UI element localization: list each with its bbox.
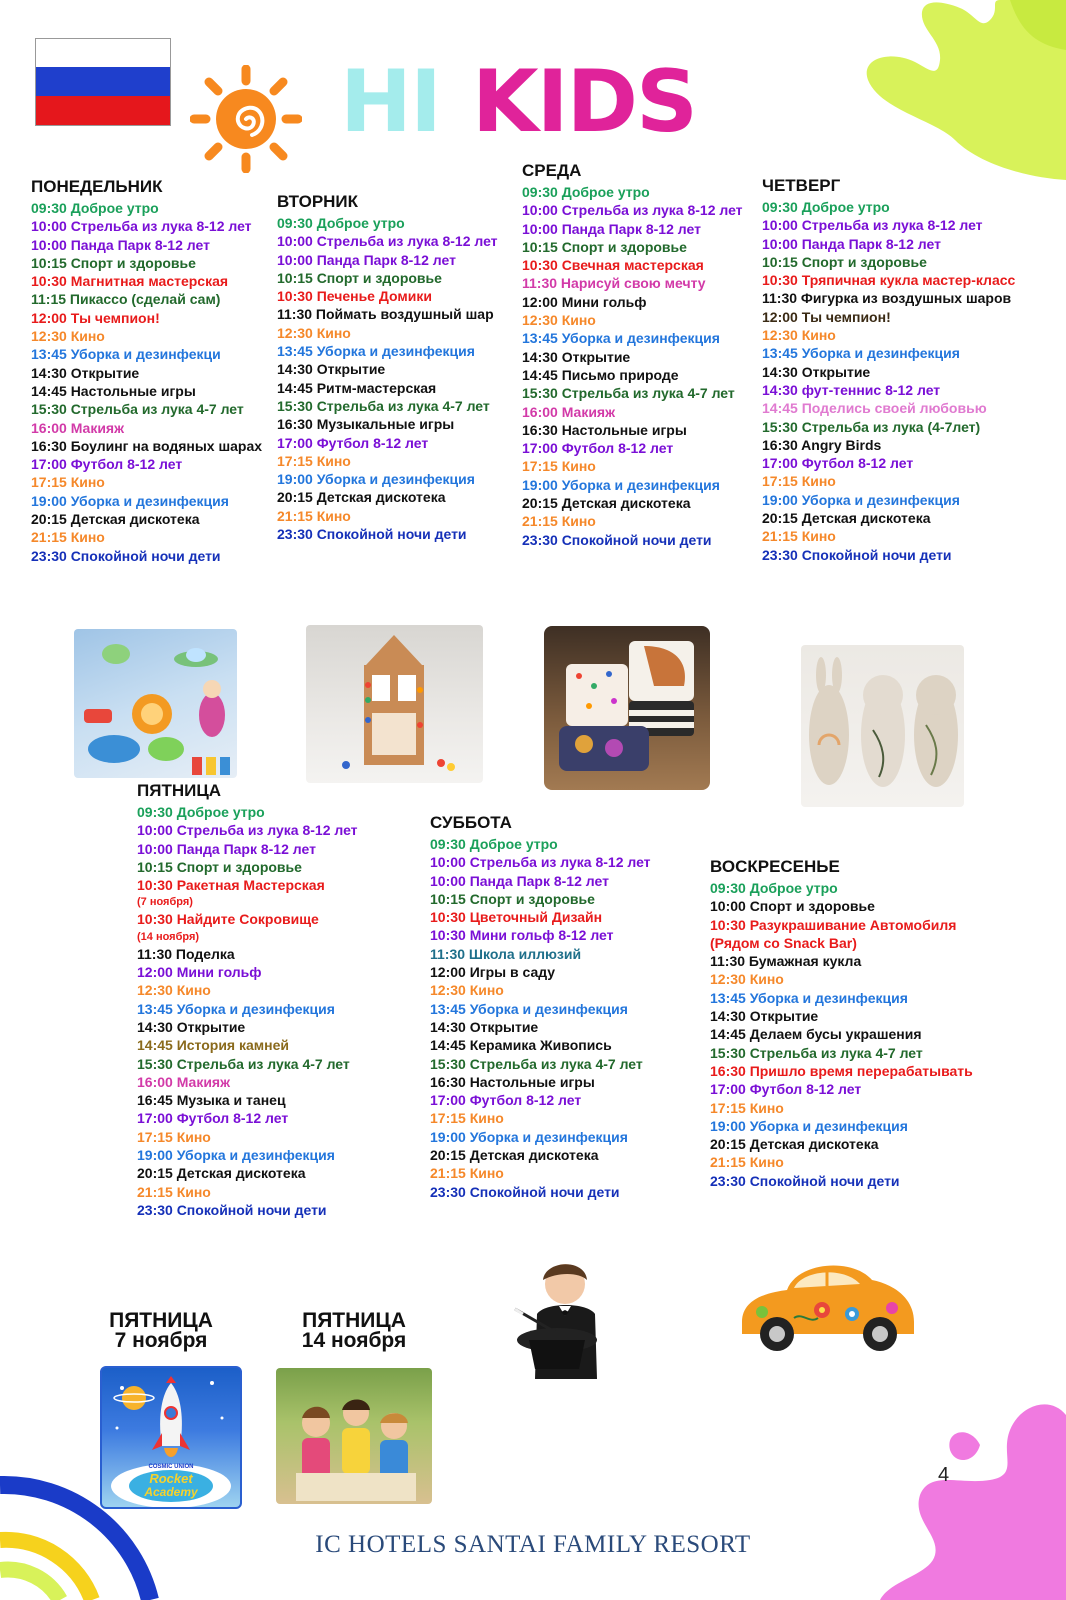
activity-item: 10:00 Панда Парк 8-12 лет (762, 235, 941, 252)
schedule-saturday (430, 813, 651, 1201)
activity-item: 16:30 Настольные игры (522, 421, 687, 438)
activity-item: 13:45 Уборка и дезинфекция (522, 330, 720, 347)
activity-item: 16:45 Музыка и танец (137, 1092, 286, 1109)
activity-item: 13:45 Уборка и дезинфекция (137, 1000, 335, 1017)
title-hi: HI (340, 52, 440, 152)
schedule-wednesday (522, 161, 743, 549)
activity-item: 09:30 Доброе утро (522, 184, 650, 200)
activity-item: 20:15 Детская дискотека (762, 510, 931, 527)
activity-item: 12:00 Игры в саду (430, 964, 556, 981)
activity-item: 12:30 Кино (522, 312, 596, 329)
activity-item: 10:00 Стрельба из лука 8-12 лет (31, 218, 252, 235)
painted-car-image (732, 1252, 920, 1358)
activity-item: 10:30 Цветочный Дизайн (430, 909, 603, 926)
activity-item: 17:00 Футбол 8-12 лет (277, 434, 429, 451)
activity-item: 23:30 Спокойной ночи дети (137, 1201, 327, 1218)
activity-item: 14:30 Открытие (710, 1008, 819, 1025)
activity-item: 10:00 Стрельба из лука 8-12 лет (277, 233, 498, 250)
activity-item: 14:45 Керамика Живопись (430, 1037, 612, 1054)
activity-item: 16:00 Макияж (522, 403, 616, 420)
kids-treasure-photo (276, 1368, 432, 1504)
activity-item: 20:15 Детская дискотека (710, 1136, 879, 1153)
schedule-monday (31, 177, 262, 565)
activity-note: (7 ноября) (137, 896, 193, 909)
activity-item: 17:15 Кино (710, 1099, 784, 1116)
activity-item: 09:30 Доброе утро (762, 199, 890, 215)
activity-item: 12:30 Кино (277, 324, 351, 341)
activity-item: 10:00 Стрельба из лука 8-12 лет (762, 217, 983, 234)
activity-item: 13:45 Уборка и дезинфекци (31, 346, 221, 363)
activity-item: 16:30 Angry Birds (762, 436, 882, 453)
activity-item: 11:30 Фигурка из воздушных шаров (762, 290, 1012, 307)
activity-item: 17:00 Футбол 8-12 лет (31, 456, 183, 473)
activity-item: 17:00 Футбол 8-12 лет (430, 1092, 582, 1109)
activity-item: 21:15 Кино (277, 507, 351, 524)
activity-item: 11:15 Пикассо (сделай сам) (31, 291, 221, 308)
candles-photo (544, 626, 710, 790)
rocket-academy-title-2: Academy (144, 1485, 198, 1499)
activity-item: 10:30 Тряпичная кукла мастер-класс (762, 272, 1016, 289)
day-title: ПОНЕДЕЛЬНИК (31, 177, 163, 196)
decor-leaf-top-right (860, 0, 1066, 180)
activity-item: 14:30 Открытие (762, 363, 871, 380)
activity-item: 12:00 Ты чемпион! (762, 308, 891, 325)
activity-item: 17:15 Кино (31, 474, 105, 491)
activity-item: 14:45 Делаем бусы украшения (710, 1026, 922, 1043)
activity-item: 17:00 Футбол 8-12 лет (522, 440, 674, 457)
activity-item: 16:30 Пришло время перерабатывать (710, 1062, 973, 1079)
activity-item: 10:30 Печенье Домики (277, 288, 432, 305)
activity-item: 14:30 фут-теннис 8-12 лет (762, 381, 941, 398)
activity-item: 10:15 Спорт и здоровье (137, 858, 302, 875)
activity-item: 19:00 Уборка и дезинфекция (31, 492, 229, 509)
activity-item: 14:30 Открытие (430, 1018, 539, 1035)
activity-item: 19:00 Уборка и дезинфекция (710, 1117, 908, 1134)
activity-item: 14:30 Открытие (137, 1018, 246, 1035)
day-title: СУББОТА (430, 813, 512, 832)
activity-item: 16:00 Макияж (137, 1073, 231, 1090)
activity-list (430, 835, 651, 1201)
activity-item: 13:45 Уборка и дезинфекция (430, 1000, 628, 1017)
activity-item: 10:30 Мини гольф 8-12 лет (430, 927, 614, 944)
activity-item: 09:30 Доброе утро (710, 880, 838, 896)
activity-item: 20:15 Детская дискотека (277, 489, 446, 506)
rocket-academy-subtitle: COSMIC UNION (148, 1464, 194, 1470)
activity-item: 10:00 Стрельба из лука 8-12 лет (430, 854, 651, 871)
activity-list (31, 199, 262, 565)
activity-item: 21:15 Кино (430, 1165, 504, 1182)
heading-line-1: ПЯТНИЦА (109, 1309, 213, 1332)
activity-item: 15:30 Стрельба из лука 4-7 лет (710, 1044, 923, 1061)
heading-line-1: ПЯТНИЦА (302, 1309, 406, 1332)
friday-event-2-heading (289, 1311, 419, 1351)
activity-item: 10:30 Найдите Сокровище (137, 911, 319, 928)
activity-item: 16:30 Боулинг на водяных шарах (31, 437, 263, 454)
activity-item: 14:45 Письмо природе (522, 366, 679, 383)
activity-item: 10:00 Спорт и здоровье (710, 898, 875, 915)
day-title: СРЕДА (522, 161, 582, 180)
rocket-academy-title-1: Rocket (149, 1471, 193, 1486)
activity-item: 17:00 Футбол 8-12 лет (137, 1110, 289, 1127)
activity-item: 10:15 Спорт и здоровье (522, 238, 687, 255)
activity-item: 10:15 Спорт и здоровье (430, 890, 595, 907)
activity-item: 21:15 Кино (762, 528, 836, 545)
heading-line-2: 14 ноября (301, 1329, 407, 1352)
activity-list (710, 879, 973, 1190)
activity-item: 16:30 Музыкальные игры (277, 416, 455, 433)
activity-item: 15:30 Стрельба из лука (4-7лет) (762, 418, 981, 435)
activity-item: 19:00 Уборка и дезинфекция (762, 491, 960, 508)
day-title: ВТОРНИК (277, 192, 359, 211)
sun-icon (190, 65, 302, 173)
activity-item: 13:45 Уборка и дезинфекция (762, 345, 960, 362)
activity-item: 14:30 Открытие (31, 364, 140, 381)
activity-item: 19:00 Уборка и дезинфекция (522, 476, 720, 493)
activity-item: 12:00 Ты чемпион! (31, 309, 160, 326)
activity-item: 17:15 Кино (430, 1110, 504, 1127)
title-kids: KIDS (471, 52, 696, 152)
decor-splash-bottom-right (860, 1385, 1066, 1600)
activity-item: 19:00 Уборка и дезинфекция (277, 471, 475, 488)
activity-item: 12:30 Кино (710, 971, 784, 988)
activity-item: 15:30 Стрельба из лука 4-7 лет (430, 1055, 643, 1072)
activity-item: 17:00 Футбол 8-12 лет (762, 455, 914, 472)
magician-boy-image (497, 1254, 627, 1379)
activity-item: 23:30 Спокойной ночи дети (430, 1183, 620, 1200)
activity-item: 14:45 Поделись своей любовью (762, 400, 987, 417)
activity-item: 14:45 Ритм-мастерская (277, 379, 437, 396)
day-title: ПЯТНИЦА (137, 781, 222, 800)
activity-item: 17:15 Кино (522, 458, 596, 475)
activity-item: 11:30 Поймать воздушный шар (277, 306, 494, 323)
activity-item: 13:45 Уборка и дезинфекция (710, 989, 908, 1006)
activity-item: 14:45 История камней (137, 1037, 289, 1054)
activity-item: 17:15 Кино (762, 473, 836, 490)
activity-item: 17:15 Кино (277, 452, 351, 469)
activity-list (762, 198, 1015, 564)
activity-item: 23:30 Спокойной ночи дети (710, 1172, 900, 1189)
activity-item: (Рядом со Snack Bar) (710, 934, 857, 951)
activity-item: 20:15 Детская дискотека (137, 1165, 306, 1182)
activity-item: 23:30 Спокойной ночи дети (762, 546, 952, 563)
russian-flag-icon (35, 38, 171, 126)
day-title: ВОСКРЕСЕНЬЕ (710, 857, 840, 876)
activity-item: 11:30 Школа иллюзий (430, 945, 582, 962)
day-title: ЧЕТВЕРГ (762, 176, 841, 195)
activity-item: 10:15 Спорт и здоровье (277, 269, 442, 286)
activity-item: 20:15 Детская дискотека (31, 511, 200, 528)
activity-item: 09:30 Доброе утро (277, 215, 405, 231)
activity-item: 14:30 Открытие (277, 361, 386, 378)
resort-name: IC HOTELS SANTAI FAMILY RESORT (315, 1531, 751, 1558)
activity-item: 15:30 Стрельба из лука 4-7 лет (522, 385, 735, 402)
activity-item: 10:30 Разукрашивание Автомобиля (710, 916, 957, 933)
activity-item: 19:00 Уборка и дезинфекция (430, 1128, 628, 1145)
activity-item: 15:30 Стрельба из лука 4-7 лет (137, 1055, 350, 1072)
activity-item: 13:45 Уборка и дезинфекция (277, 343, 475, 360)
activity-list (522, 183, 743, 549)
activity-item: 21:15 Кино (137, 1183, 211, 1200)
activity-item: 10:00 Панда Парк 8-12 лет (430, 872, 609, 889)
rag-dolls-photo (801, 645, 964, 807)
clay-toys-photo (74, 629, 237, 778)
activity-item: 11:30 Бумажная кукла (710, 953, 862, 970)
heading-line-2: 7 ноября (114, 1329, 208, 1352)
activity-list (137, 803, 358, 1219)
activity-item: 14:45 Настольные игры (31, 382, 196, 399)
activity-item: 12:30 Кино (762, 327, 836, 344)
activity-item: 11:30 Поделка (137, 945, 235, 962)
activity-item: 17:00 Футбол 8-12 лет (710, 1081, 862, 1098)
activity-item: 12:00 Мини гольф (137, 964, 262, 981)
activity-item: 10:15 Спорт и здоровье (762, 253, 927, 270)
activity-note: (14 ноября) (137, 930, 200, 943)
activity-item: 10:00 Панда Парк 8-12 лет (277, 251, 456, 268)
page-number: 4 (938, 1464, 950, 1486)
activity-item: 12:30 Кино (137, 982, 211, 999)
activity-item: 15:30 Стрельба из лука 4-7 лет (277, 397, 490, 414)
activity-item: 09:30 Доброе утро (137, 804, 265, 820)
activity-item: 21:15 Кино (31, 529, 105, 546)
activity-item: 10:00 Панда Парк 8-12 лет (31, 236, 210, 253)
activity-item: 10:15 Спорт и здоровье (31, 254, 196, 271)
activity-item: 21:15 Кино (710, 1154, 784, 1171)
schedule-thursday (762, 176, 1015, 564)
activity-item: 10:30 Свечная мастерская (522, 257, 704, 274)
activity-item: 16:30 Настольные игры (430, 1073, 595, 1090)
activity-list (277, 214, 498, 543)
activity-item: 14:30 Открытие (522, 348, 631, 365)
activity-item: 11:30 Нарисуй свою мечту (522, 275, 706, 292)
activity-item: 12:30 Кино (430, 982, 504, 999)
activity-item: 20:15 Детская дискотека (522, 495, 691, 512)
activity-item: 16:00 Макияж (31, 419, 125, 436)
activity-item: 10:00 Панда Парк 8-12 лет (137, 840, 316, 857)
activity-item: 09:30 Доброе утро (31, 200, 159, 216)
activity-item: 19:00 Уборка и дезинфекция (137, 1147, 335, 1164)
activity-item: 21:15 Кино (522, 513, 596, 530)
rocket-academy-image (100, 1366, 242, 1509)
activity-item: 17:15 Кино (137, 1128, 211, 1145)
activity-item: 12:00 Мини гольф (522, 293, 647, 310)
cookie-house-photo (306, 625, 483, 783)
activity-item: 20:15 Детская дискотека (430, 1147, 599, 1164)
activity-item: 10:30 Ракетная Мастерская (137, 877, 325, 894)
activity-item: 10:00 Стрельба из лука 8-12 лет (137, 822, 358, 839)
schedule-friday (137, 781, 358, 1219)
schedule-tuesday (277, 192, 498, 543)
activity-item: 10:00 Панда Парк 8-12 лет (522, 220, 701, 237)
friday-event-1-heading (96, 1311, 226, 1351)
activity-item: 15:30 Стрельба из лука 4-7 лет (31, 401, 244, 418)
activity-item: 09:30 Доброе утро (430, 836, 558, 852)
activity-item: 10:00 Стрельба из лука 8-12 лет (522, 202, 743, 219)
activity-item: 10:30 Магнитная мастерская (31, 273, 229, 290)
activity-item: 23:30 Спокойной ночи дети (277, 526, 467, 543)
activity-item: 23:30 Спокойной ночи дети (522, 531, 712, 548)
activity-item: 12:30 Кино (31, 328, 105, 345)
schedule-sunday (710, 857, 973, 1190)
activity-item: 23:30 Спокойной ночи дети (31, 547, 221, 564)
